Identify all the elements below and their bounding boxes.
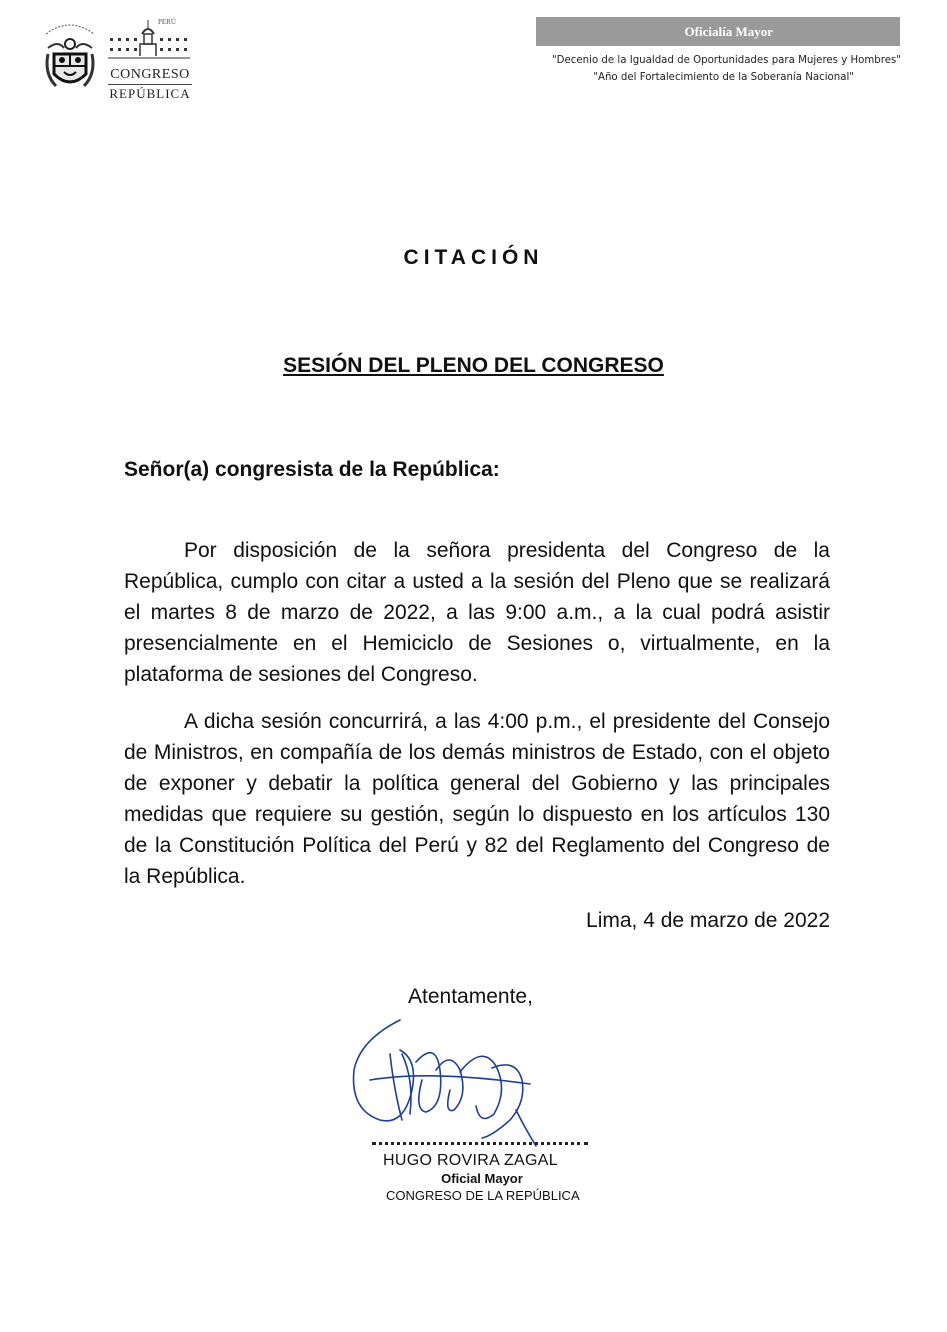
closing-line: Atentamente, <box>408 985 533 1008</box>
decade-motto: "Decenio de la Igualdad de Oportunidades para Mujeres y Hombres" <box>551 55 901 66</box>
body-paragraph-1: Por disposición de la señora presidenta del Congreso de la República, cumplo con citar a usted a la sesión del Pleno que se realizará el martes 8 de marzo de 2022, a las 9:00 a.m., a la cual podrá asistir presencialmente en el Hemiciclo de Sesiones o, virtualmente, en la plataforma de sesiones del Congreso. <box>124 539 830 686</box>
header-logos <box>40 14 200 104</box>
congress-name-line1: CONGRESO <box>108 66 192 85</box>
office-banner <box>536 17 900 46</box>
salutation: Señor(a) congresista de la República: <box>124 458 500 481</box>
signatory-organization: CONGRESO DE LA REPÚBLICA <box>386 1188 580 1203</box>
office-banner-label: Oficialía Mayor <box>684 23 773 39</box>
logo-tag: PERÚ <box>158 18 176 26</box>
congress-name-line2: REPÚBLICA <box>109 86 191 101</box>
document-title: CITACIÓN <box>403 246 544 269</box>
body-paragraph-2: A dicha sesión concurrirá, a las 4:00 p.m., el presidente del Consejo de Ministros, en compañía de los demás ministros de Estado, con el objeto de exponer y debatir la política general del Gobierno y las principales medidas que requiere su gestión, según lo dispuesto en los artículos 130 de la Constitución Política del Perú y 82 del Reglamento del Congreso de la República. <box>124 710 830 888</box>
congress-name <box>108 66 192 102</box>
session-title: SESIÓN DEL PLENO DEL CONGRESO <box>283 354 664 377</box>
place-date: Lima, 4 de marzo de 2022 <box>586 909 830 932</box>
year-motto: "Año del Fortalecimiento de la Soberanía Nacional" <box>593 72 854 83</box>
coat-of-arms-icon <box>40 14 100 98</box>
signatory-name: HUGO ROVIRA ZAGAL <box>383 1152 558 1169</box>
handwritten-signature <box>340 1010 560 1150</box>
signatory-role: Oficial Mayor <box>441 1171 523 1186</box>
signature-dotted-line <box>372 1142 588 1145</box>
